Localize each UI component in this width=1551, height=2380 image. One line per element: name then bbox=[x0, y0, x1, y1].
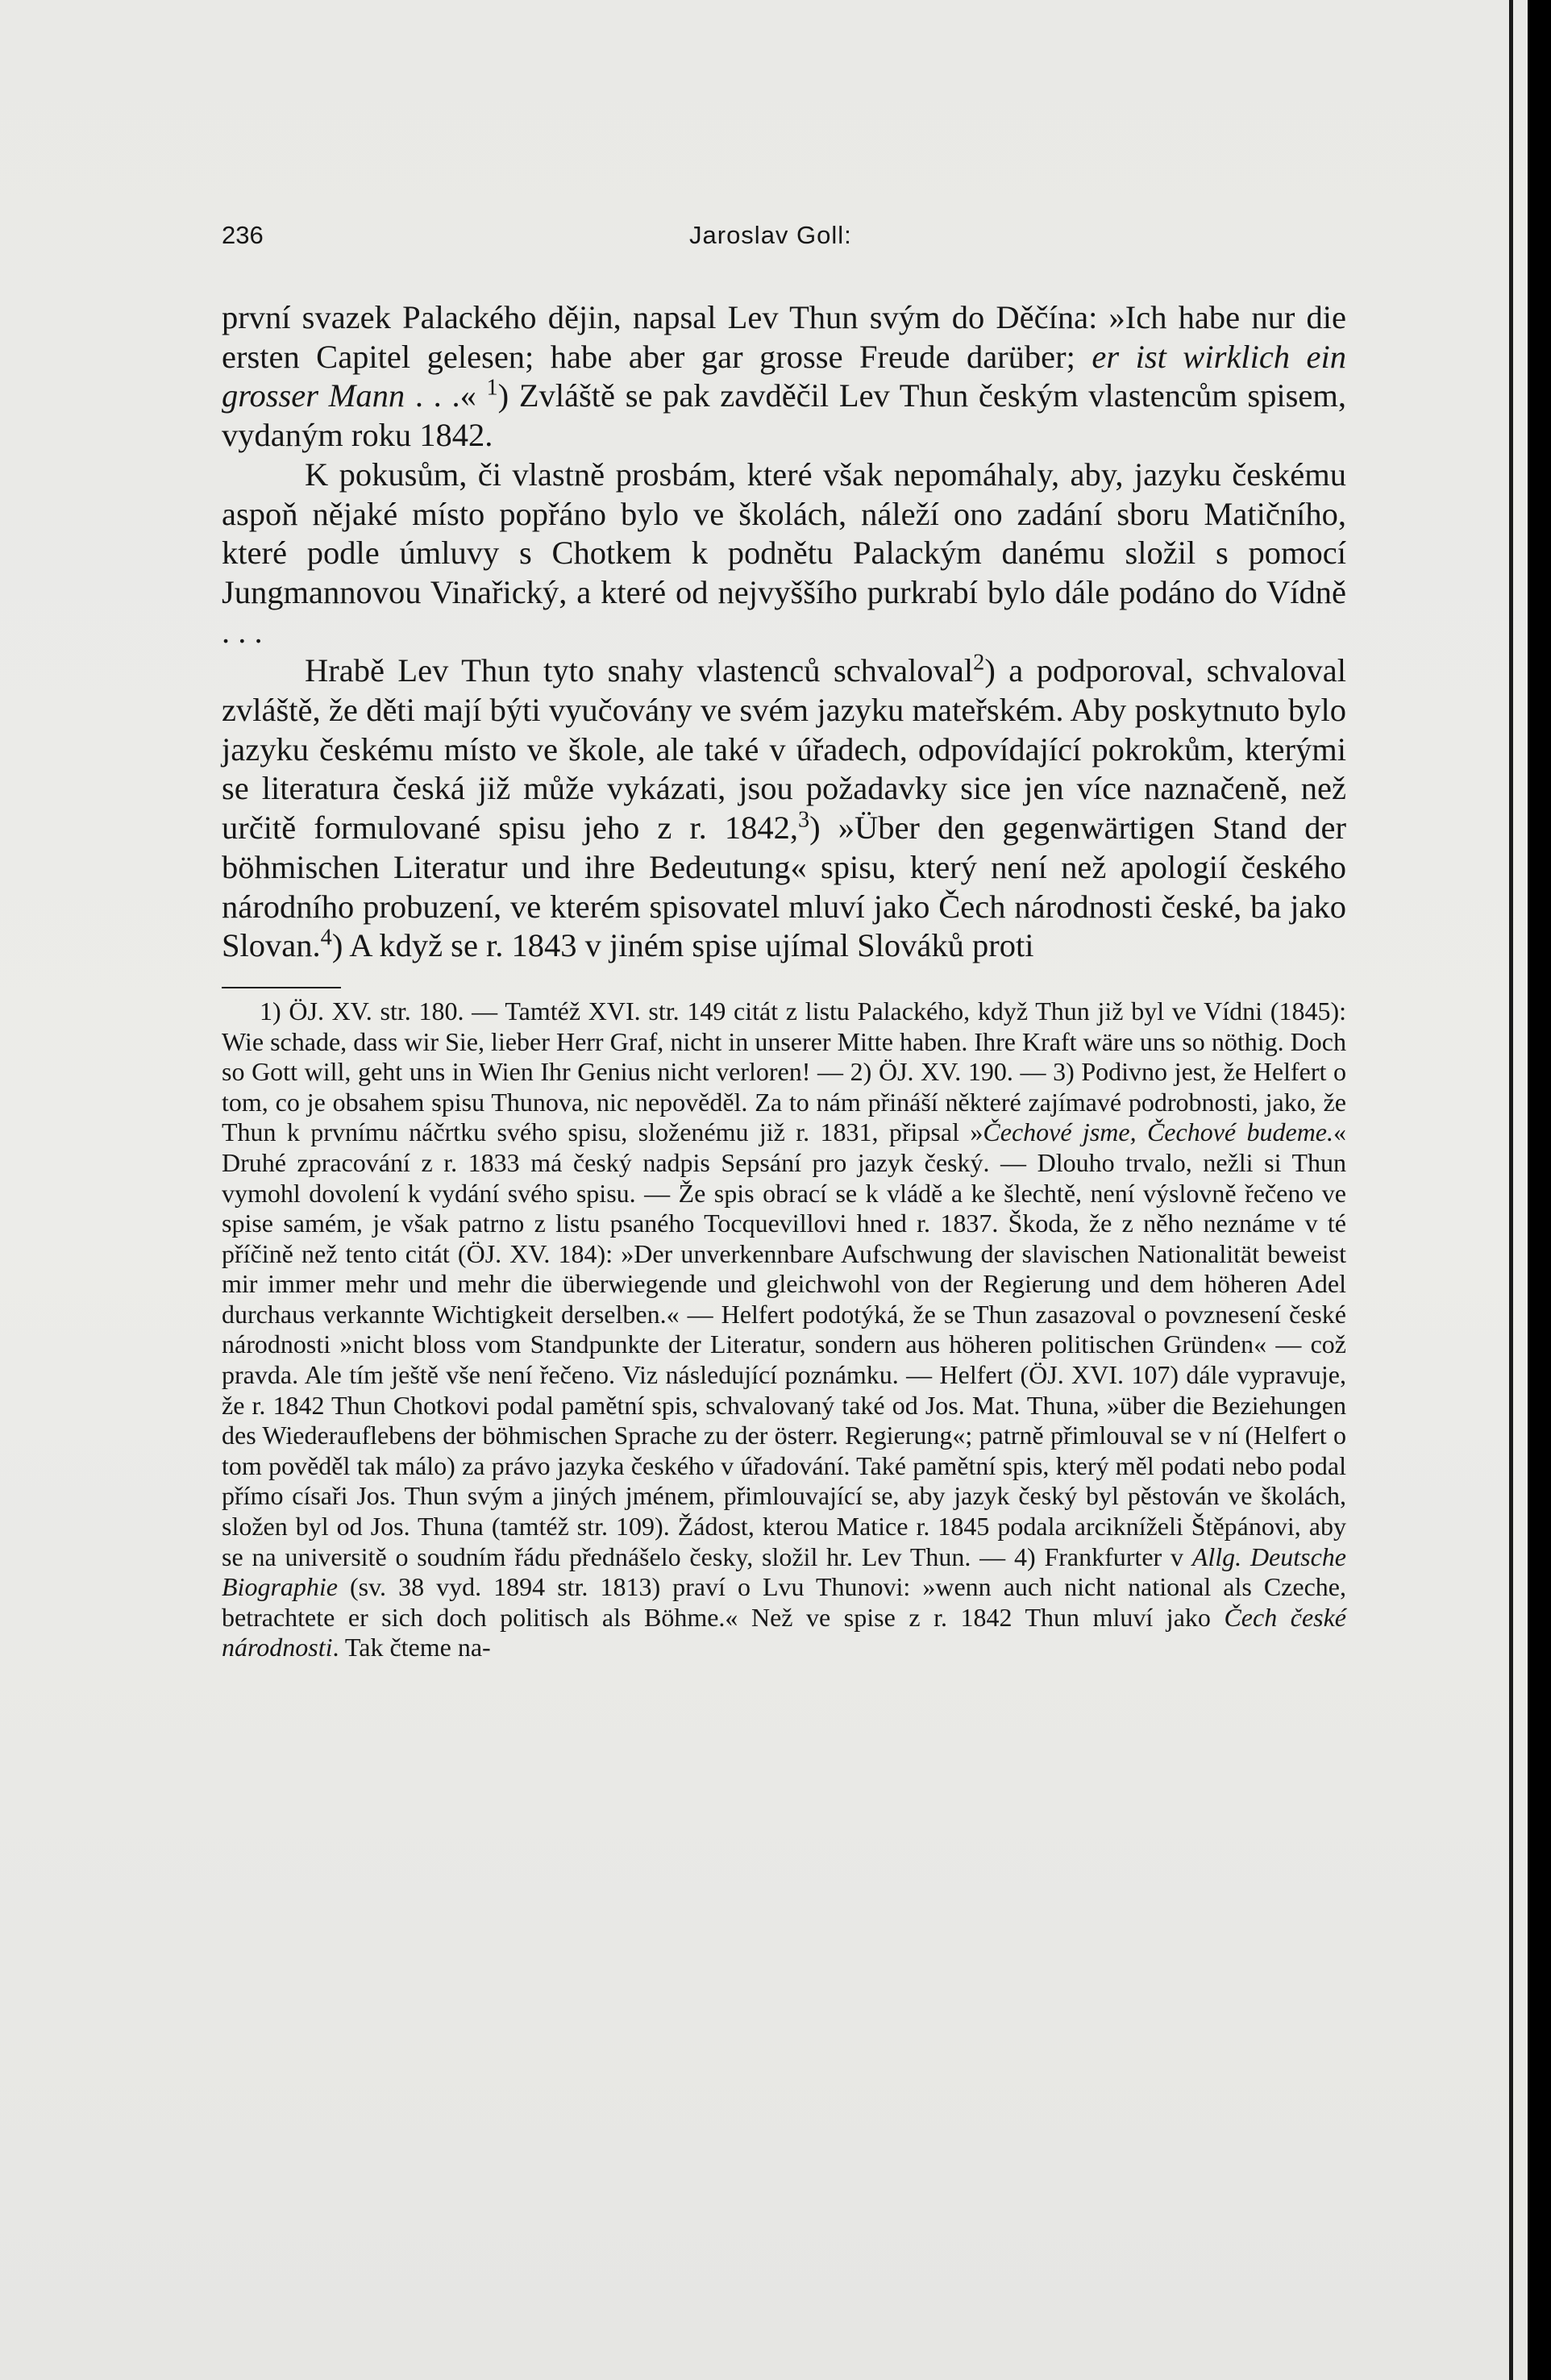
running-title: Jaroslav Goll: bbox=[689, 221, 852, 249]
page-number: 236 bbox=[222, 221, 264, 249]
running-header bbox=[222, 218, 1346, 266]
quote-italic: er ist wirklich ein grosser Mann bbox=[222, 338, 1346, 414]
paragraph-3: Hrabě Lev Thun tyto snahy vlastenců schvaloval$^2$) a podporoval, schvaloval zvláště, že děti mají býti vyučovány ve svém jazyku mateřském. Aby poskytnuto bylo jazyku českému místo ve škole, ale také v úřadech, odpovídající pokrokům, kterými se literatura česká již může vykázati, jsou požadavky sice jen více naznačeně, než určitě formulované spisu jeho z r. 1842,$^3$) »Über den gegenwärtigen Stand der böhmischen Literatur und ihre Bedeutung« spisu, který není než apologií českého národního probuzení, ve kterém spisovatel mluví jako Čech národnosti české, ba jako Slovan.$^4$) A když se r. 1843 v jiném spise ujímal Slováků proti bbox=[222, 650, 1346, 964]
book-page bbox=[222, 218, 1346, 1663]
footnote-ref-2: 2 bbox=[973, 650, 985, 676]
main-text bbox=[222, 298, 1346, 966]
footnote-ref-3: 3 bbox=[797, 807, 810, 833]
paragraph-2: K pokusům, či vlastně prosbám, které však nepomáhaly, aby, jazyku českému aspoň nějaké místo popřáno bylo ve školách, náleží ono zadání sboru Matičního, které podle úmluvy s Chotkem k podnětu Palackým danému složil s pomocí Jungmannovou Vinařický, a které od nejvyššího purkrabí bylo dále podáno do Vídně . . . bbox=[222, 456, 1346, 650]
footnote-block: 1) ÖJ. XV. str. 180. — Tamtéž XVI. str. 149 citát z listu Palackého, když Thun již byl ve Vídni (1845): Wie schade, dass wir Sie, lieber Herr Graf, nicht in unserer Mitte haben. Ihre Kraft wäre uns so nöthig. Doch so Gott will, geht uns in Wien Ihr Genius nicht verloren! — 2) ÖJ. XV. 190. — 3) Podivno jest, že Helfert o tom, co je obsahem spisu Thunova, nic nepověděl. Za to nám přináší některé zajímavé podrobnosti, jako, že Thun k prvnímu náčrtku svého spisu, složenému již r. 1831, připsal »Čechové jsme, Čechové budeme.« Druhé zpracování z r. 1833 má český nadpis Sepsání pro jazyk český. — Dlouho trvalo, nežli si Thun vymohl dovolení k vydání svého spisu. — Že spis obrací se k vládě a ke šlechtě, není výslovně řečeno ve spise samém, je však patrno z listu psaného Tocquevillovi hned r. 1837. Škoda, že z něho neznáme v té příčině než tento citát (ÖJ. XV. 184): »Der unverkennbare Aufschwung der slavischen Nationalität beweist mir immer mehr und mehr die überwiegende und gleichwohl von der Regierung und dem höheren Adel durchaus verkannte Wichtigkeit derselben.« — Helfert podotýká, že se Thun zasazoval o povznesení české národnosti »nicht bloss vom Standpunkte der Literatur, sondern aus höheren politischen Gründen« — což pravda. Ale tím ještě vše není řečeno. Viz následující poznámku. — Helfert (ÖJ. XVI. 107) dále vypravuje, že r. 1842 Thun Chotkovi podal pamětní spis, schvalovaný také od Jos. Mat. Thuna, »über die Beziehungen des Wiederauflebens der böhmischen Sprache zu der österr. Regierung«; patrně přimlouval se v ní (Helfert o tom pověděl tak málo) za právo jazyka českého v úřadování. Také pamětní spis, který měl podati nebo podal přímo císaři Jos. Thun svým a jiných jménem, přimlouvající se, aby jazyk český byl pěstován ve školách, složen byl od Jos. Thuna (tamtéž str. 109). Žádost, kterou Matice r. 1845 podala arcikníželi Štěpánovi, aby se na universitě o soudním řádu přednášelo česky, složil hr. Lev Thun. — 4) Frankfurter v Allg. Deutsche Biographie (sv. 38 vyd. 1894 str. 1813) praví o Lvu Thunovi: »wenn auch nicht national als Czeche, betrachtete er sich doch politisch als Böhme.« Než ve spise z r. 1842 Thun mluví jako Čech české národnosti. Tak čteme na- bbox=[222, 996, 1347, 1662]
footnote-divider bbox=[222, 987, 341, 988]
footnotes bbox=[222, 997, 1346, 1663]
footnote-ref-1: 1 bbox=[486, 375, 498, 401]
page-edge-shadow bbox=[1509, 0, 1513, 2380]
paragraph-1: první svazek Palackého dějin, napsal Lev Thun svým do Děčína: »Ich habe nur die ersten Capitel gelesen; habe aber gar grosse Freude darüber; er ist wirklich ein grosser Mann . . .« $^1$) Zvláště se pak zavděčil Lev Thun českým vlastencům spisem, vydaným roku 1842. bbox=[222, 299, 1347, 454]
footnote-ref-4: 4 bbox=[320, 925, 332, 951]
